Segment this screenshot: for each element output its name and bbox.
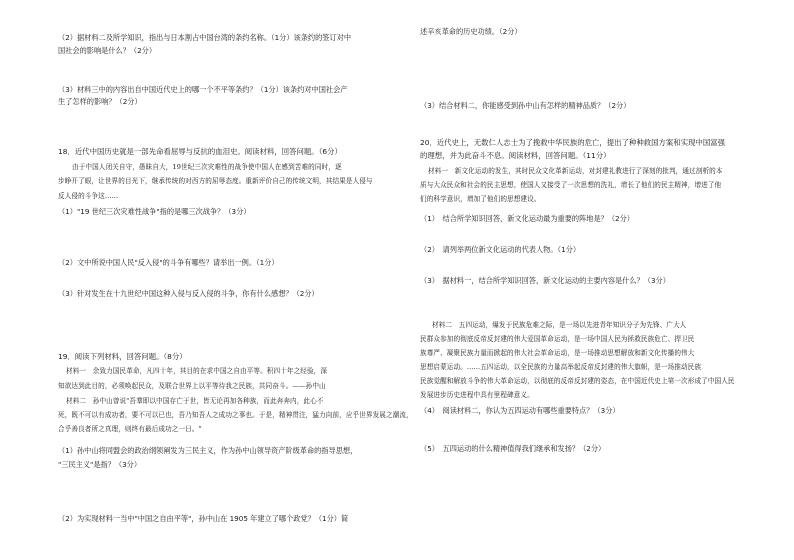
q19-3: （3）结合材料二，你能感受到孙中山有怎样的精神品质？（2分） — [420, 101, 631, 110]
q20-material2-line-2: 民群众参加的彻底反帝反封建的伟大爱国革命运动，是一场中国人民为拯救民族危亡、捍卫民 — [420, 335, 695, 343]
q19-2-continued: 述辛亥革命的历史功绩。（2分） — [420, 27, 522, 36]
q20-material2-line-5: 民族觉醒和解放斗争的伟大革命运动，以彻底的反帝反封建的姿态，在中国近代史上第一次形成了中国人民 — [420, 377, 735, 385]
q17-2-line-1: （2）据材料二及所学知识，指出与日本割占中国台湾的条约名称。（1分）该条约的签订对中 — [58, 33, 352, 42]
q20-material2-line-4: 思想启蒙运动。……五四运动，以全民族的力量高举起反帝反封建的伟大旗帜，是一场推动民族 — [420, 363, 702, 371]
q18-3: （3）针对发生在十九世纪中国这种入侵与反入侵的斗争，你有什么感想？（2分） — [58, 289, 319, 298]
q18-intro: 18．近代中国历史就是一部先命看屈辱与反抗的血泪史。阅读材料，回答问题。（6分） — [58, 147, 342, 156]
q19-1-line-2: "三民主义"是指？（3分） — [58, 460, 142, 469]
q20-material2-line-6: 发展进步历史进程中具有里程碑意义。 — [420, 391, 534, 399]
q20-intro-line-1: 20．近代史上，无数仁人志士为了挽救中华民族的危亡，提出了种种救国方案和实现中国富强 — [420, 138, 726, 147]
q20-intro-line-2: 的理想，并为此奋斗不息。阅读材料，回答问题。（11分） — [420, 151, 611, 160]
q20-material1-line-1: 材料一 新文化运动的发生，其时民众文化革新运动，对封建礼教进行了深刻的批判，通过剖析的本 — [428, 167, 723, 175]
q18-material-line-1: 由于中国人闭关自守，愚昧自大，19世纪三次灾难性的战争使中国人在感到苦难的同时，逐 — [72, 163, 342, 171]
q20-material1-line-3: 们的科学意识，增加了他们的思想建设。 — [420, 195, 541, 203]
q20-3: （3） 据材料一，结合所学知识回答，新文化运动的主要内容是什么？（3分） — [420, 276, 670, 285]
q20-4: （4） 阅读材料二，你认为五四运动有哪些重要特点？（3分） — [420, 406, 620, 415]
q20-2: （2） 请列举两位新文化运动的代表人物。（1分） — [420, 245, 581, 254]
q19-intro: 19．阅读下列材料，回答问题。（8分） — [58, 352, 187, 361]
q18-1: （1）"19 世纪三次灾难性战争"指的是哪三次战争？（3分） — [58, 207, 251, 216]
q20-1: （1） 结合所学知识回答，新文化运动最为重要的阵地是？（2分） — [420, 214, 634, 223]
q19-material2-line-2: 死，既不可以有成功者，要不可以已也，吾乃知吾人之成功之事也。于是，精神贯注，猛力向前，应乎世界发展之潮流， — [58, 411, 413, 419]
q17-3-line-2: 生了怎样的影响？（2分） — [58, 97, 142, 106]
q17-2-line-2: 国社会的影响是什么？（2分） — [58, 46, 157, 55]
q18-2: （2）文中所说中国人民"反入侵"的斗争有哪些？请举出一例。（1分） — [58, 258, 279, 267]
q20-material2-line-3: 族尊严、凝聚民族力量而掀起的伟大社会革命运动，是一场推动思想解放和新文化传播的伟大 — [420, 349, 695, 357]
q19-material2-line-3: 合乎善良者所之真理，则终有最后成功之一日。" — [58, 425, 202, 433]
q18-material-line-2: 步睁开了眼，让世界的目光下，继承传统的对西方的屈辱态度。重新评价自己的传统文明，其结果是人侵与 — [58, 177, 373, 185]
q19-1-line-1: （1）孙中山将同盟会的政治纲领阐发为三民主义，作为孙中山领导资产阶级革命的指导思想， — [58, 446, 358, 455]
q18-material-line-3: 反人侵的斗争这…… — [58, 192, 119, 200]
q20-material1-line-2: 质与大众民众和社会的民主思想，使国人又接受了一次思想的洗礼，增长了他们的民主精神，增进了他 — [420, 181, 722, 189]
q19-material1-line-2: 知欲达到此目的，必须唤起民众，及联合世界上以平等待我之民族，共同奋斗。——孙中山 — [58, 382, 326, 390]
q19-2: （2）为实现材料一当中"中国之自由平等"，孙中山在 1905 年建立了哪个政党？（1分）简 — [58, 514, 349, 523]
q20-5: （5） 五四运动的什么精神值得我们继承和发扬？（2分） — [420, 444, 606, 453]
q19-material2-line-1: 材料二 孙中山曾说"吾羣即以中国存亡于世，皆无论再加各种族，而此奔奔内，此心不 — [66, 397, 324, 405]
q17-3-line-1: （3）材料三中的内容出自中国近代史上的哪一个不平等条约？（1分）该条约对中国社会产 — [58, 85, 348, 94]
q20-material2-line-1: 材料二 五四运动，爆发于民族危难之际，是一场以先进青年知识分子为先锋、广大人 — [432, 321, 687, 329]
q19-material1-line-1: 材料一 余致力国民革命，凡四十年，其目的在求中国之自由平等。积四十年之经验，深 — [66, 367, 328, 375]
